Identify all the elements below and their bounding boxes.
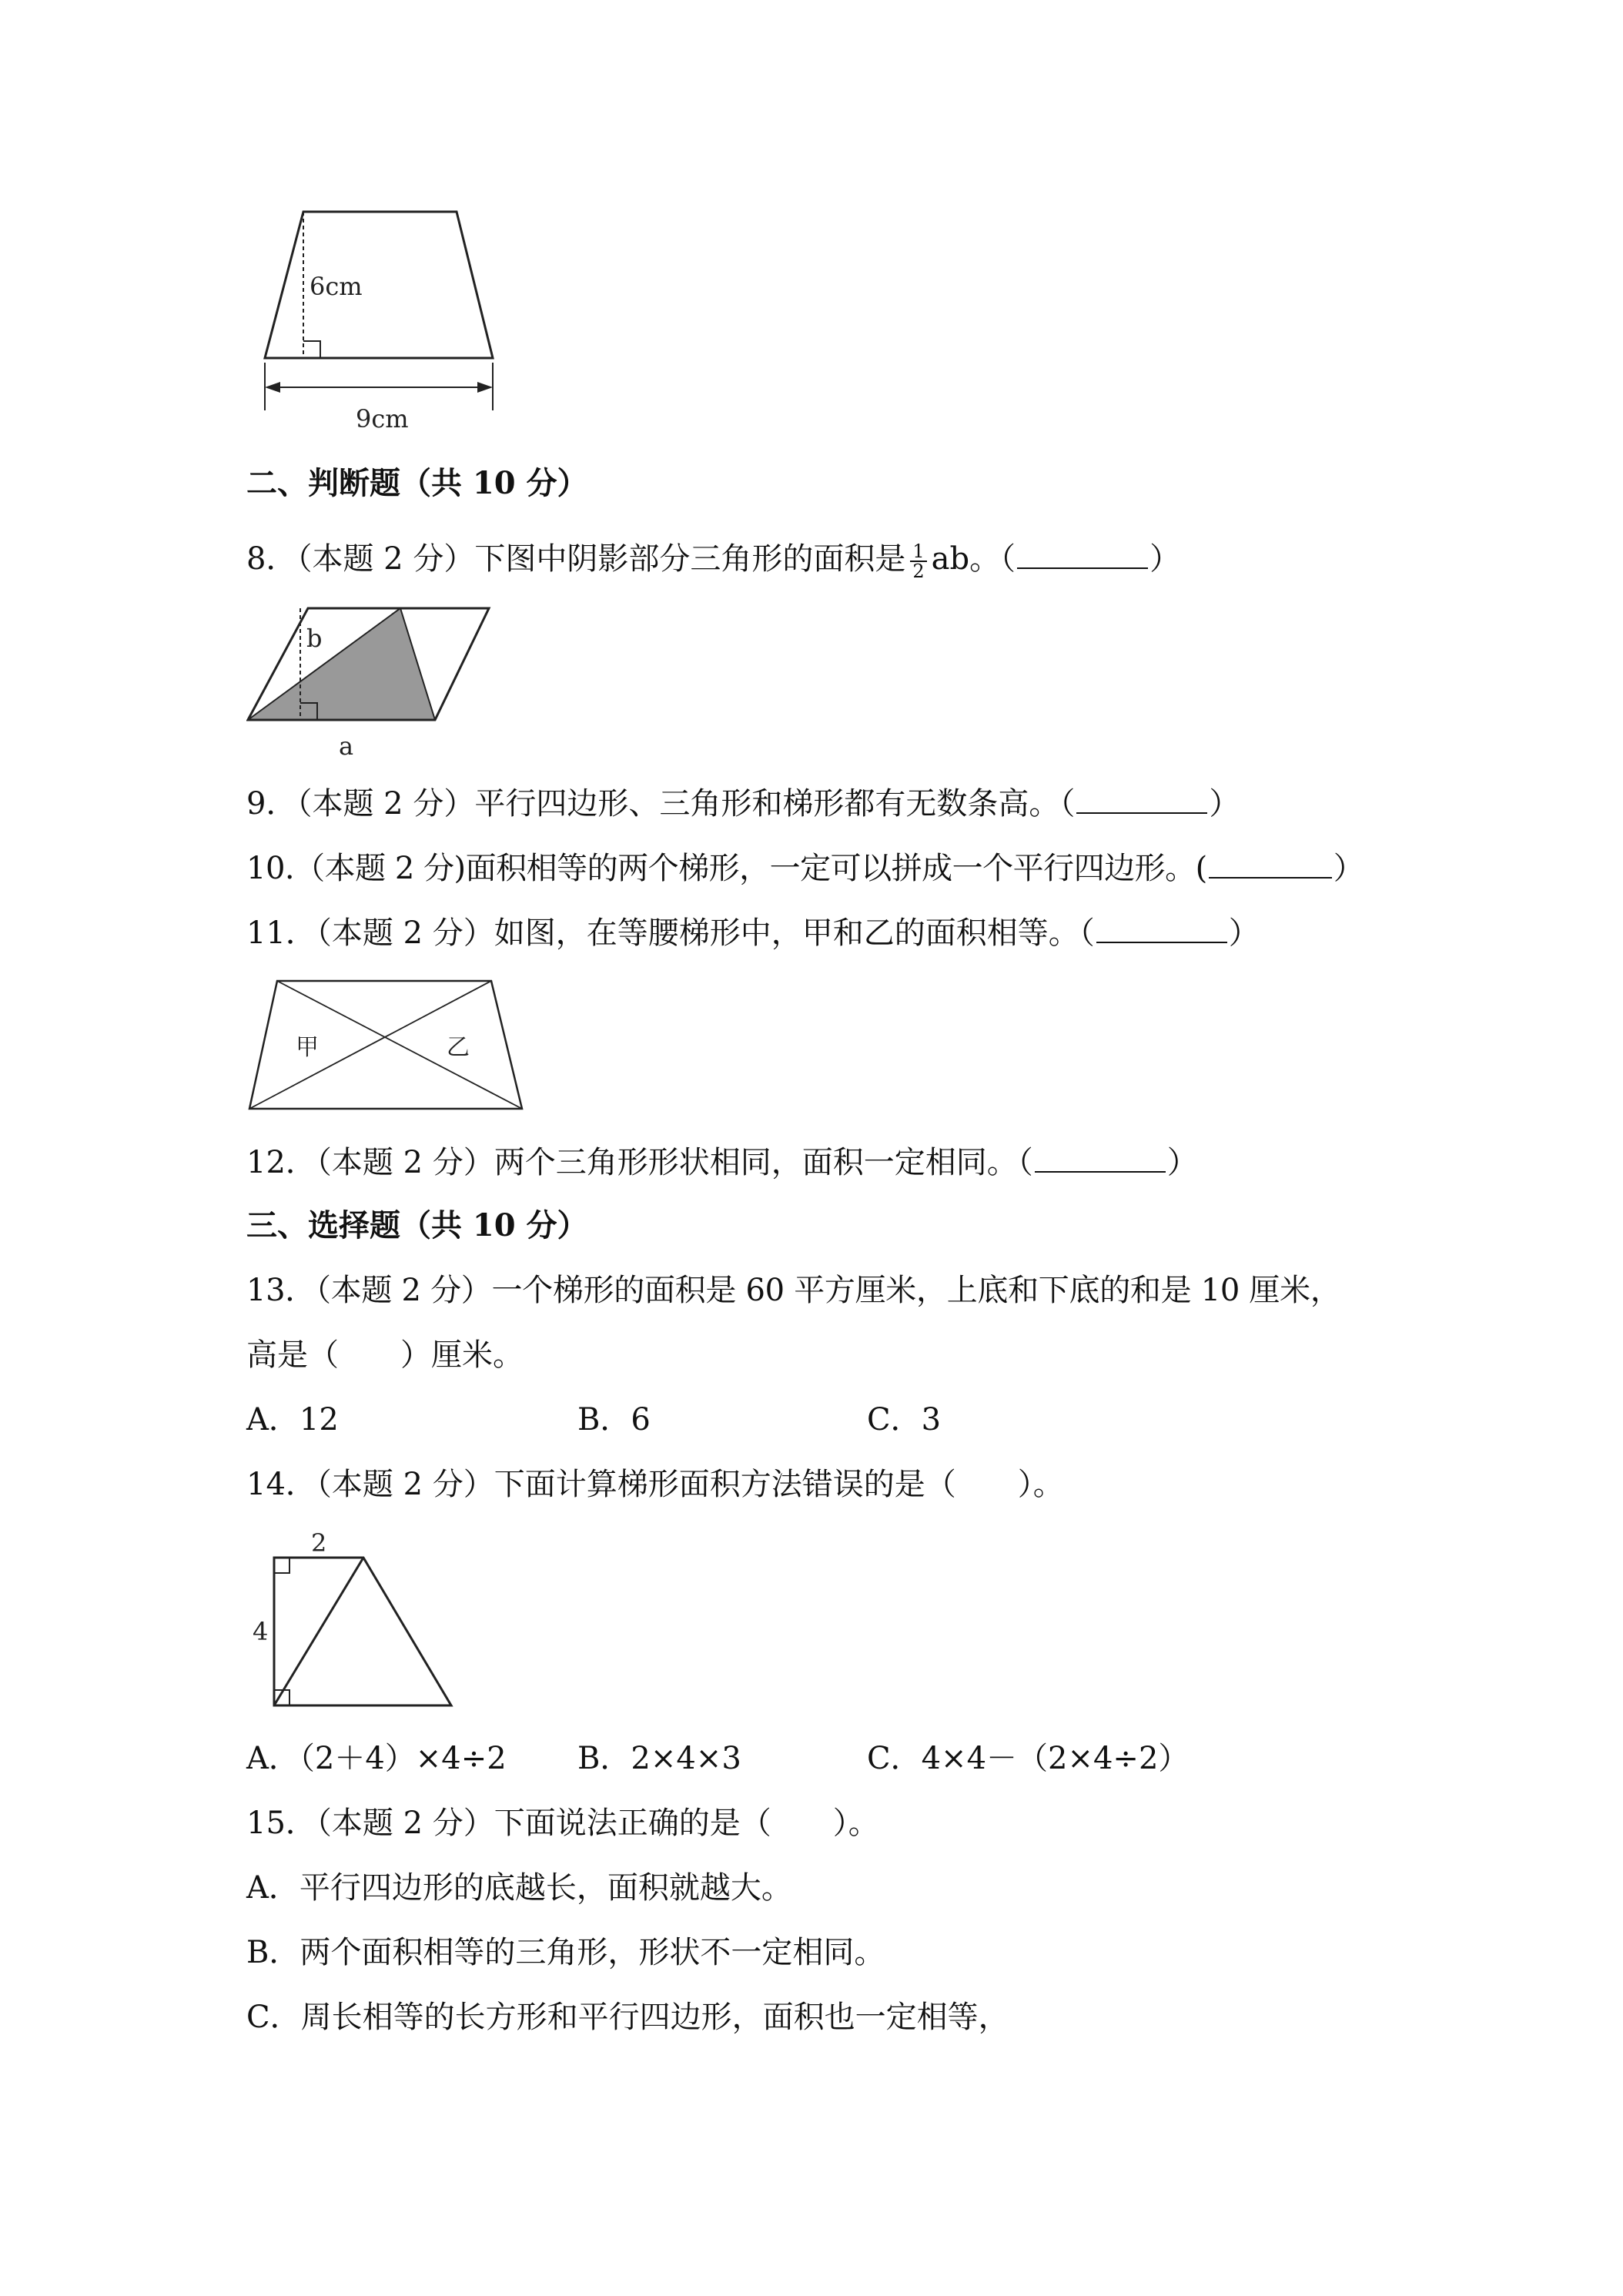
q8-answer-blank[interactable] [1017,541,1148,569]
q10-close-paren: ） [1333,851,1364,886]
q12-close-paren: ） [1166,1145,1198,1180]
side-label-4: 4 [253,1617,269,1646]
question-15: 15．（本题 2 分）下面说法正确的是（ ）。 [246,1806,879,1841]
q8-close-paren: ） [1149,541,1181,577]
question-13-line1: 13．（本题 2 分）一个梯形的面积是 60 平方厘米，上底和下底的和是 10 厘米， [246,1273,1341,1308]
label-b: b [306,624,323,653]
right-trapezoid-figure [246,1528,462,1717]
top-label-2: 2 [311,1528,327,1558]
q11-text: 11．（本题 2 分）如图，在等腰梯形中，甲和乙的面积相等。（ [246,915,1095,951]
label-yi: 乙 [447,1034,470,1061]
q9-answer-blank[interactable] [1076,786,1207,814]
label-jia: 甲 [296,1034,319,1061]
fraction-one-half [910,542,926,581]
fraction-numerator: 1 [910,542,926,562]
q11-close-paren: ） [1228,915,1260,951]
q13-option-a[interactable]: A．12 [246,1402,339,1438]
q14-option-a[interactable]: A．（2＋4）×4÷2 [246,1741,507,1776]
q10-answer-blank[interactable] [1209,851,1332,879]
isosceles-trapezoid-figure [246,978,531,1116]
trapezoid-figure [254,204,508,435]
q14-option-b[interactable]: B．2×4×3 [577,1741,741,1776]
q9-text: 9．（本题 2 分）平行四边形、三角形和梯形都有无数条高。（ [246,786,1076,822]
q15-option-c[interactable]: C．周长相等的长方形和平行四边形，面积也一定相等， [246,2000,1009,2035]
q8-text-after: ab。（ [931,541,1016,577]
label-a: a [339,731,354,758]
section2-title: 二、判断题（共 10 分） [246,465,588,501]
section3-title: 三、选择题（共 10 分） [246,1207,588,1243]
parallelogram-shaded-figure [246,604,508,758]
q13-option-b[interactable]: B．6 [577,1402,651,1438]
q8-text: 8．（本题 2 分）下图中阴影部分三角形的面积是 [246,541,906,577]
q9-close-paren: ） [1209,786,1240,822]
q15-option-b[interactable]: B．两个面积相等的三角形，形状不一定相同。 [246,1935,885,1970]
question-11 [246,915,1260,952]
q12-text: 12．（本题 2 分）两个三角形形状相同，面积一定相同。（ [246,1145,1033,1180]
base-label: 9cm [356,404,409,433]
q10-text: 10.（本题 2 分)面积相等的两个梯形，一定可以拼成一个平行四边形。( [246,851,1207,886]
q15-option-a[interactable]: A．平行四边形的底越长，面积就越大。 [246,1870,792,1906]
height-label: 6cm [310,272,363,301]
question-8 [246,541,1180,581]
question-14: 14．（本题 2 分）下面计算梯形面积方法错误的是（ ）。 [246,1467,1064,1502]
q14-option-c[interactable]: C．4×4－（2×4÷2） [867,1741,1190,1776]
q12-answer-blank[interactable] [1035,1145,1166,1173]
question-10 [246,850,1364,887]
question-12 [246,1144,1198,1181]
q13-option-c[interactable]: C．3 [867,1402,942,1438]
q11-answer-blank[interactable] [1096,915,1227,943]
question-9 [246,785,1240,822]
question-13-line2: 高是（ ）厘米。 [246,1337,524,1373]
fraction-denominator: 2 [912,561,925,582]
